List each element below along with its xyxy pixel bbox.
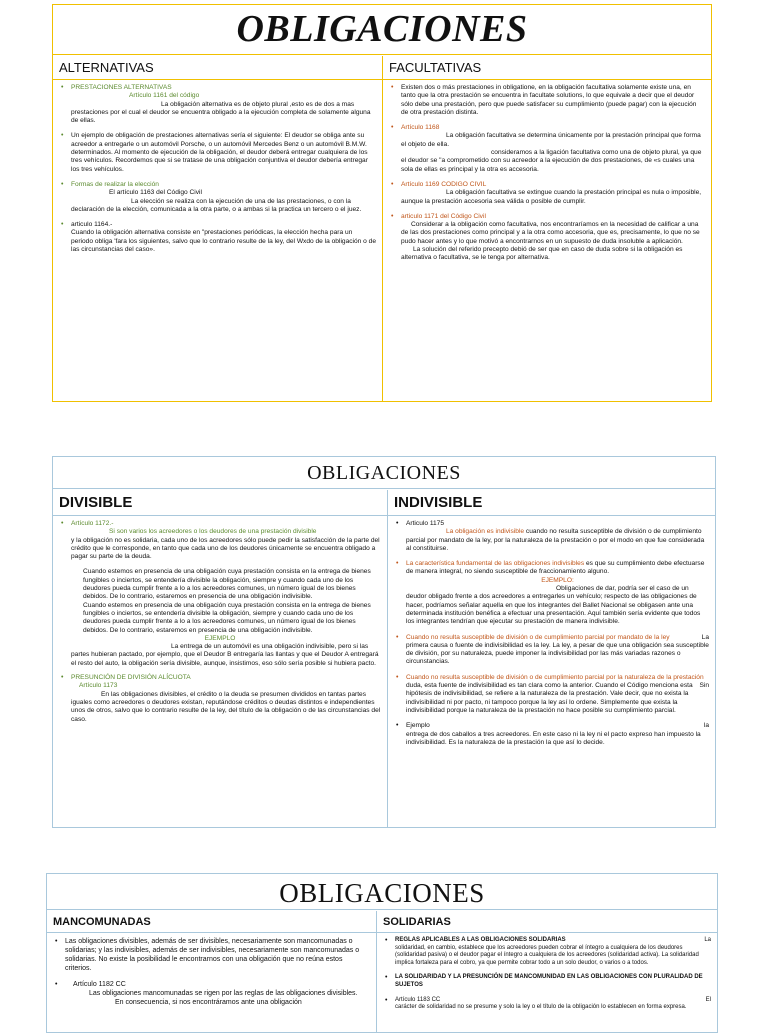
item-text: solidaridad, en cambio, establece que los acreedores pueden cobrar el íntegro a cualquiera de los deudores (solidaridad pasiva) o el deudor pagar el íntegro a cualquiera de los acreedores (solidaridad activa). La solidaridad implica fortaleza para el cobro, ya que permite cobrar todo a un solo deudor, o varios o a todos. xyxy=(395,944,699,966)
bullet-icon: • xyxy=(396,633,399,641)
column-body xyxy=(53,80,382,265)
list-item xyxy=(53,980,370,1007)
slide-alternativas-facultativas xyxy=(52,4,712,402)
column-body xyxy=(388,516,715,758)
item-heading: PRESTACIONES ALTERNATIVAS xyxy=(71,84,172,91)
item-heading: Artículo 1183 CC El xyxy=(395,996,711,1003)
item-text: La obligación es indivisible cuando no resulta susceptible de división o de cumplimiento parcial por mandato de la ley, por la naturaleza de la prestación o por el modo en que fue considerada al constituirse. xyxy=(406,528,705,552)
item-text: La obligación facultativa se determina únicamente por la prestación principal que forma el objeto de ella. xyxy=(401,132,701,148)
two-column-table xyxy=(47,911,717,1032)
column-solidarias xyxy=(377,911,717,1032)
item-heading: Artículo 1169 CODIGO CIVIL xyxy=(401,180,487,188)
column-alternativas xyxy=(53,56,383,401)
item-text: entrega de dos caballos a tres acreedores. En este caso ni la ley ni el pacto expreso han impuesto la indivisibilidad. Es la naturaleza de la prestación la que así lo decide. xyxy=(406,730,701,746)
item-text: La característica fundamental de las obligaciones indivisibles es que su cumplimiento debe efectuarse de manera integral, no siendo susceptible de fraccionamiento alguno. xyxy=(406,560,705,576)
item-subheading: Si son varios los acreedores o los deudores de una prestación divisible xyxy=(109,528,317,536)
bullet-icon: • xyxy=(396,673,399,681)
item-text: La obligación facultativa se extingue cuando la prestación principal es nula o imposible, aunque la prestación accesoria sea válida o posible de cumplir. xyxy=(401,189,702,205)
slide-title: OBLIGACIONES xyxy=(47,874,717,910)
item-text: La obligación alternativa es de objeto plural ,esto es de dos a mas prestaciones por el cual el deudor se encuentra obligado a la ejecución completa de solamente alguna de ellas. xyxy=(71,100,371,125)
item-text: En consecuencia, si nos encontráramos ante una obligación xyxy=(115,999,302,1006)
item-heading: Cuando no resulta susceptible de división o de cumplimiento parcial por mandato de la ley La xyxy=(406,633,709,641)
item-heading: LA SOLIDARIDAD Y LA PRESUNCIÓN DE MANCOMUNIDAD EN LAS OBLIGACIONES CON PLURALIDAD DE SUJETOS xyxy=(395,974,703,988)
item-heading: Formas de realizar la elección xyxy=(71,180,159,188)
example-label: EJEMPLO: xyxy=(541,576,574,584)
list-item xyxy=(394,674,709,715)
item-text: En las obligaciones divisibles, el crédito o la deuda se presumen divididos en tantas partes iguales como acreedores o deudores existan, reputándose créditos o deudas distintos e independientes unos de otros, salvo que lo contrario resulte de la ley, del título de la obligación o de las circunstancias del caso. xyxy=(71,690,381,723)
item-text: consideramos a la ligación facultativa como una de objeto plural, ya que el deudor se "a comprometido con su acreedor a la ejecución de dos prestaciones, de «s cuales una sola de ellas es principal y la otra es accesoria. xyxy=(401,149,702,173)
item-subheading: Artículo 1173 xyxy=(79,682,118,690)
bullet-icon: • xyxy=(55,981,58,988)
slide-divisible-indivisible xyxy=(52,456,716,828)
list-item xyxy=(394,520,709,553)
item-heading: Articulo 1175 xyxy=(406,520,444,527)
item-text: y la obligación no es solidaria, cada uno de los acreedores sólo puede pedir la satisfacción de la parte del crédito que le corresponde, en tanto que cada uno de los deudores únicamente se encuentra obligado a pagar su parte de la deuda. xyxy=(71,536,380,561)
list-item xyxy=(394,560,709,626)
column-body xyxy=(47,933,376,1018)
list-item xyxy=(59,132,376,173)
item-text: carácter de solidaridad no se presume y solo la ley o el título de la obligación lo establecen en forma expresa. xyxy=(395,1004,687,1011)
slide-title: OBLIGACIONES xyxy=(53,5,711,55)
list-item xyxy=(59,181,376,214)
bullet-icon: • xyxy=(385,996,388,1004)
example-label: EJEMPLO xyxy=(204,634,236,642)
item-heading: Ejemplo la xyxy=(406,722,709,730)
bullet-icon: • xyxy=(396,560,399,568)
bullet-icon: • xyxy=(61,132,64,140)
bullet-icon: • xyxy=(61,674,64,682)
list-item xyxy=(59,84,376,125)
paragraph: La entrega de un automóvil es una obligación indivisible, pero si las partes hubieran pactado, por ejemplo, que el Deudor B entregaría las llantas y que el Deudor A entregará el resto del auto, la obligación sería divisible, aunque, insistimos, eso sólo sería posible si hubiera pacto. xyxy=(71,643,379,667)
bullet-icon: • xyxy=(61,180,64,188)
paragraph: Cuando estemos en presencia de una obligación cuya prestación consista en la entrega de bienes fungibles o inciertos, se entendería divisible la obligación, siempre y cuando cada uno de los deudores pueda cumplir frente a lo a los acreedores comunes, un número igual de los bienes debidos. De lo contrario, estaremos en presencia de una obligación indivisible. xyxy=(83,601,371,634)
column-indivisible xyxy=(388,490,715,827)
item-text: Un ejemplo de obligación de prestaciones alternativas sería el siguiente: El deudor se obliga ante su acreedor a entregarle o un automóvil Porsche, o un automóvil Mercedes Benz o un automóvil B.M.W. determinados. Al momento de ejecución de la obligación, el deudor deberá entregar cualquiera de los tres vehículos. Recordemos que si se tratase de una obligación conjuntiva el deudor debería entregar los tres vehículos. xyxy=(71,132,368,173)
list-item xyxy=(383,937,711,967)
column-header-mancomunadas: MANCOMUNADAS xyxy=(47,911,376,933)
slide-mancomunadas-solidarias xyxy=(46,873,718,1033)
item-text: La elección se realiza con la ejecución de una de las prestaciones, o con la declaración de la elección, comunicada a la otra parte, o a ambas si la practica un tercero o el juez. xyxy=(71,197,362,213)
item-heading: PRESUNCIÓN DE DIVISIÓN ALÍCUOTA xyxy=(71,674,191,682)
list-item xyxy=(389,84,705,117)
bullet-icon: • xyxy=(385,937,388,944)
column-header-alternativas: ALTERNATIVAS xyxy=(53,56,382,80)
list-item xyxy=(59,674,381,724)
list-item xyxy=(394,634,709,667)
item-heading: Artículo 1182 CC xyxy=(73,981,126,988)
item-text: primera causa o fuente de indivisibilidad es la ley. La ley, a pesar de que una obligación sea susceptible de división, por su naturaleza, puede imponer la indivisibilidad por las más variadas razones o circunstancias. xyxy=(406,641,709,666)
item-text: La solución del referido precepto debió de ser que en caso de duda sobre si la obligación es alternativa o facultativa, se le tenga por alternativa. xyxy=(401,246,683,262)
column-header-solidarias: SOLIDARIAS xyxy=(377,911,717,933)
bullet-icon: • xyxy=(391,180,394,188)
list-item xyxy=(394,722,709,747)
bullet-icon: • xyxy=(61,221,64,229)
list-item xyxy=(389,124,705,174)
bullet-icon: • xyxy=(396,520,399,527)
bullet-icon: • xyxy=(396,722,399,730)
list-item xyxy=(59,520,381,561)
list-item xyxy=(53,937,370,973)
item-heading: articulo 1171 del Código Civil xyxy=(401,212,486,220)
two-column-table xyxy=(53,490,715,827)
list-item xyxy=(383,997,711,1012)
column-body xyxy=(377,933,717,1023)
bullet-icon: • xyxy=(61,84,64,91)
item-heading: Cuando no resulta susceptible de división o de cumplimiento parcial por la naturaleza de la prestación Sin xyxy=(406,673,709,690)
item-heading: Artículo 1172.- xyxy=(71,520,114,527)
column-divisible xyxy=(53,490,388,827)
item-heading: Artículo 1168 xyxy=(401,124,440,132)
item-text: Las obligaciones divisibles, además de ser divisibles, necesariamente son mancomunadas o solidarias; y las indivisibles, además de ser indivisibles, necesariamente son mancomunadas o solidarias. No existe la posibilidad le encontrarnos con una obligación que no reúna estos criterios. xyxy=(65,938,360,972)
column-body xyxy=(53,516,387,735)
slide-title: OBLIGACIONES xyxy=(53,457,715,489)
bullet-icon: • xyxy=(391,212,394,220)
item-text: Obligaciones de dar, podría ser el caso de un deudor obligado frente a dos acreedores a entregarles un vehículo; respecto de las obligaciones de hacer, podríamos señalar aquella en que los integrantes del Ballet Nacional se obligasen ante una determinada institución benéfica a efectuar una presentación. Aquí también sería evidente que todos los integrantes tendrían que ejecutar su prestación de manera indivisible. xyxy=(406,585,701,626)
bullet-icon: • xyxy=(385,974,388,982)
bullet-icon: • xyxy=(391,124,394,132)
item-text: Cuando la obligación alternativa consiste en "prestaciones periódicas, la elección hecha para un periodo obliga 'fara los siguientes, salvo que lo contrario resulte de la ley, del Wxdo de la obligación o de las circunstancias del caso». xyxy=(71,229,376,254)
item-subheading: Artículo 1161 del código xyxy=(129,92,200,100)
column-facultativas xyxy=(383,56,711,401)
bullet-icon: • xyxy=(391,84,394,91)
list-item xyxy=(383,974,711,989)
item-text: Considerar a la obligación como facultativa, nos encontraríamos en la necesidad de calificar a una de las dos prestaciones como principal y a la otra como accesoria, que es, precisamente, lo que no se pudo hacer antes y lo que motivó a encontrarnos en un supuesto de duda insoluble a aplicación. xyxy=(401,221,700,245)
item-heading: REGLAS APLICABLES A LAS OBLIGACIONES SOLIDARIAS La xyxy=(395,937,711,943)
two-column-table xyxy=(53,56,711,401)
item-text: duda, esta fuente de indivisibilidad es tan clara como la anterior. Cuando el Código menciona esta hipótesis de indivisibilidad, se refiere a la naturaleza de la prestación. Vale decir, que no exista la indivisibilidad ni por pacto, ni tampoco porque la ley así lo ordene. Simplemente que exista la indivisibilidad porque la naturaleza de la prestación no hace posible su cumplimiento parcial. xyxy=(406,682,693,714)
column-mancomunadas xyxy=(47,911,377,1032)
item-subheading: El artículo 1163 del Código Civil xyxy=(109,189,202,197)
column-header-indivisible: INDIVISIBLE xyxy=(388,490,715,516)
bullet-icon: • xyxy=(55,938,58,945)
column-body xyxy=(383,80,711,274)
item-heading: articulo 1164.- xyxy=(71,221,113,229)
column-header-divisible: DIVISIBLE xyxy=(53,490,387,516)
bullet-icon: • xyxy=(61,520,64,527)
list-item xyxy=(59,221,376,254)
list-item xyxy=(389,181,705,206)
paragraph: Cuando estemos en presencia de una obligación cuya prestación consista en la entrega de bienes fungibles o inciertos, se entendería divisible la obligación, siempre y cuando cada uno de los deudores pueda cumplir frente a lo a los acreedores comunes, un número igual de los bienes debidos. De lo contrario, estaremos en presencia de una obligación indivisible. xyxy=(83,568,371,601)
list-item xyxy=(389,213,705,263)
item-text: Existen dos o más prestaciones in obligatione, en la obligación facultativa solamente existe una, en tanto que la otra prestación se encuentra in facultate solutions, lo que equivale a decir que el deudor sólo debe una prestación, pero que puede satisfacer su cumplimiento (puede pagar) con la ejecución de otra prestación distinta. xyxy=(401,84,697,116)
column-header-facultativas: FACULTATIVAS xyxy=(383,56,711,80)
item-text: Las obligaciones mancomunadas se rigen por las reglas de las obligaciones divisibles. xyxy=(89,990,358,997)
